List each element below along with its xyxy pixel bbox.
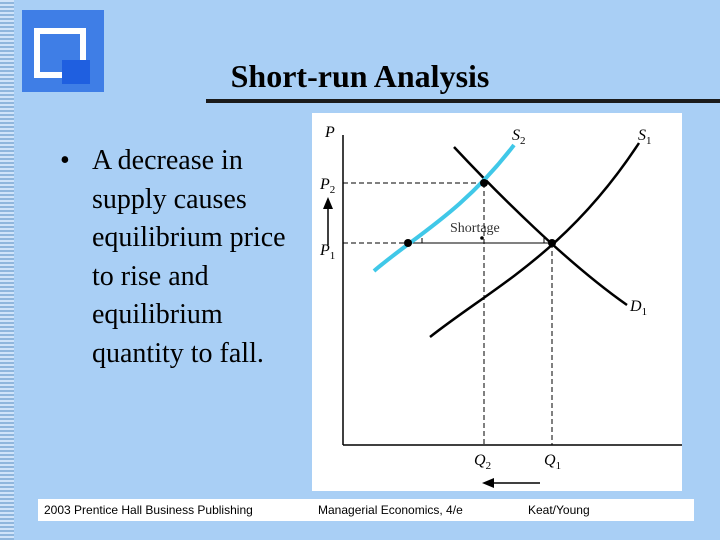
label-q2: $Q_2$ [474,452,492,472]
slide-title: Short-run Analysis [230,58,490,94]
footer-left-text: 2003 Prentice Hall Business Publishing [44,503,253,517]
equilibrium-new-point [480,179,488,187]
footer-center-text: Managerial Economics, 4/e [318,503,463,517]
label-s1: $S_1$ [638,127,652,147]
label-p2: $P_2$ [320,176,336,196]
price-up-arrowhead [323,197,333,209]
slide-footer [38,499,694,521]
axis-label-p: P [325,124,335,141]
label-shortage: Shortage [450,221,500,236]
s2-at-p1-point [404,239,412,247]
label-d1: $D_1$ [630,298,648,318]
supply-curve-s2 [374,145,514,271]
quantity-left-arrowhead [482,478,494,488]
left-stripe-decoration [0,0,14,540]
label-s2: $S_2$ [512,127,526,147]
label-q1: $Q_1$ [544,452,562,472]
equilibrium-old-point [548,239,556,247]
shortage-mid-dot [480,236,484,240]
bullet-marker: • [60,145,70,176]
label-p1: $P_1$ [320,242,336,262]
bullet-text: A decrease in supply causes equilibrium price to rise and equilibrium quantity to fall. [92,145,286,369]
title-divider [206,99,720,103]
footer-right-text: Keat/Young [528,503,590,517]
supply-curve-s1 [430,143,639,337]
supply-demand-graph [312,113,682,491]
